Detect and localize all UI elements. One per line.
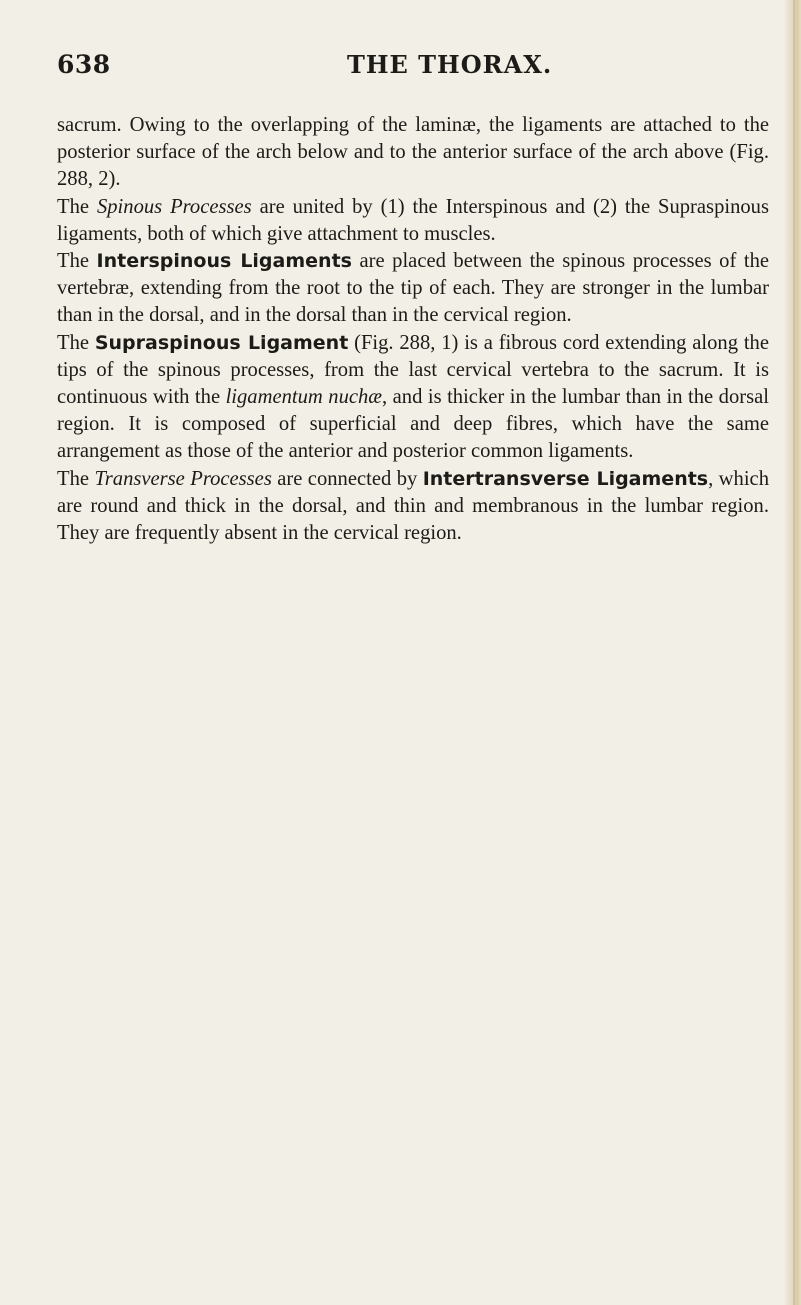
paragraph-2 [57, 194, 769, 248]
paragraph-1-text: sacrum. Owing to the overlapping of the laminæ, the ligaments are attached to the posterior surface of the arch below and to the anterior surface of the arch above (Fig. 288, 2). [57, 114, 769, 191]
ligamentum-nuchae-term: ligamentum nuchæ [225, 386, 383, 409]
paragraph-3-lead: The [57, 250, 97, 273]
paragraph-5 [57, 466, 769, 548]
page-number: 638 [57, 50, 111, 79]
paragraph-5-mid: are connected by [271, 467, 423, 490]
page-edge-line [793, 0, 795, 1305]
supraspinous-ligament-term: Supraspinous Ligament [94, 331, 349, 354]
paragraph-4-mid: (Fig. 288, 1) is a fibrous cord extending along the tips of the spinous processes, from the last cervical vertebra to the sacrum. It is continuous with the [57, 331, 769, 409]
intertransverse-ligaments-term: Intertransverse Ligaments [422, 467, 709, 490]
paragraph-3-rest: are placed between the spinous processes of the vertebræ, extending from the root to the tip of each. They are stronger in the lumbar than in the dorsal, and in the dorsal than in the cervical region. [57, 250, 770, 327]
page-header [57, 50, 764, 86]
spinous-processes-term: Spinous Processes [96, 195, 252, 218]
paragraph-4-lead: The [57, 331, 95, 354]
transverse-processes-term: Transverse Processes [94, 467, 272, 490]
interspinous-ligaments-term: Interspinous Ligaments [96, 250, 352, 273]
paragraph-4-rest: , and is thicker in the lumbar than in the dorsal region. It is composed of superficial and deep fibres, which have the same arrangement as those of the anterior and posterior common ligaments. [57, 386, 769, 463]
paragraph-5-lead: The [57, 467, 95, 490]
body-text [57, 112, 769, 547]
paragraph-1 [57, 112, 769, 194]
paragraph-5-rest: , which are round and thick in the dorsal, and thin and membranous in the lumbar region. They are frequently absent in the cervical region. [57, 467, 769, 545]
running-head: THE THORAX. [347, 50, 553, 79]
paragraph-4 [57, 330, 769, 466]
paragraph-2-rest: are united by (1) the Interspinous and (2) the Supraspinous ligaments, both of which give attachment to muscles. [57, 195, 769, 245]
paragraph-3 [57, 248, 769, 330]
paragraph-2-lead: The [57, 195, 97, 218]
